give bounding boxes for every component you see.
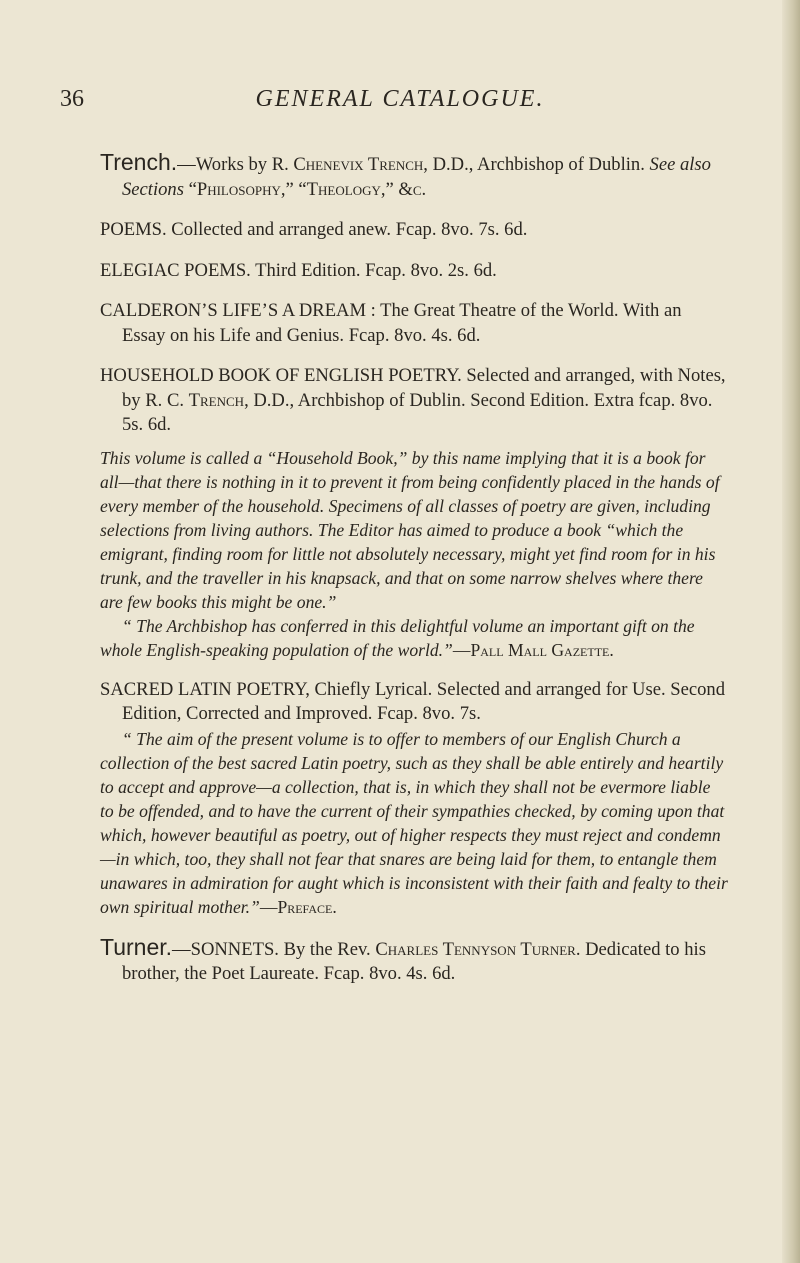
household-review <box>100 614 728 662</box>
trench-intro-prefix: —Works by R. <box>177 154 294 175</box>
household-editor: Trench <box>188 389 245 411</box>
page-number: 36 <box>60 86 84 112</box>
entry-calderon: CALDERON’S LIFE’S A DREAM : The Great Theatre of the World. With an Essay on his Life and Genius. Fcap. 8vo. 4s. 6d. <box>100 300 682 346</box>
household-description: This volume is called a “Household Book,” by this name implying that it is a book for all—that there is nothing in it to prevent it from being confidently placed in the hands of every member of the household. Specimens of all classes of poetry are given, including selections from living authors. The Editor has aimed to produce a book “which the emigrant, finding room for little not absolutely necessary, might yet find room for in his trunk, and the traveller in his knapsack, and that on some narrow shelves where there are few books this might be one.” <box>100 447 720 612</box>
sacred-preface-quote <box>100 727 728 919</box>
trench-intro-name: Chenevix Trench <box>293 154 424 175</box>
author-name-trench: Trench. <box>100 149 178 175</box>
turner-intro-prefix: —SONNETS. By the Rev. <box>172 938 376 960</box>
entry-sacred-latin-poetry: SACRED LATIN POETRY, Chiefly Lyrical. Selected and arranged for Use. Second Edition, Corrected and Improved. Fcap. 8vo. 7s. <box>100 678 726 724</box>
page-header <box>60 86 740 126</box>
household-rest: , D.D., Archbishop of Dublin. Second Edition. Extra fcap. 8vo. 5s. 6d. <box>122 389 713 435</box>
household-title: HOUSEHOLD BOOK OF ENGLISH POETRY. Selected and arranged, with Notes, by R. C. <box>100 365 726 411</box>
entry-household-book <box>100 364 728 438</box>
catalogue-content <box>100 150 728 987</box>
turner-entry <box>100 935 728 987</box>
trench-see-also: See also Sections <box>122 154 711 200</box>
sacred-quote-text: “ The aim of the present volume is to offer to members of our English Church a collection of the best sacred Latin poetry, such as they shall be able entirely and heartily to accept and approve—a collection, that is, in which they shall not be evermore liable to be offended, and to have the current of their sympathies checked, by coming upon that which, however beautiful as poetry, out of higher respects they must reject and condemn—in which, too, they shall not fear that snares are being laid for them, to entangle them unawares in admiration for aught which is inconsistent with their faith and fealty to their own spiritual mother.” <box>100 728 728 917</box>
running-title: GENERAL CATALOGUE. <box>255 86 545 112</box>
turner-intro-rest: . Dedicated to his brother, the Poet Laureate. Fcap. 8vo. 4s. 6d. <box>122 938 706 984</box>
sacred-quote-source: —Preface. <box>259 896 337 917</box>
trench-intro-rest: , D.D., Archbishop of Dublin. <box>423 154 650 175</box>
entry-elegiac-poems: ELEGIAC POEMS. Third Edition. Fcap. 8vo. 2s. 6d. <box>100 259 497 281</box>
page-edge <box>782 0 800 1263</box>
household-review-quote: “ The Archbishop has conferred in this delightful volume an important gift on the whole English-speaking population of the world.” <box>100 615 695 660</box>
author-name-turner: Turner. <box>100 933 173 960</box>
household-review-source: —Pall Mall Gazette. <box>452 639 614 660</box>
trench-entry-heading <box>100 150 728 202</box>
turner-intro-name: Charles Tennyson Turner <box>375 938 576 960</box>
entry-poems: POEMS. Collected and arranged anew. Fcap. 8vo. 7s. 6d. <box>100 219 528 240</box>
trench-see-sections: “Philosophy,” “Theology,” &c. <box>183 178 427 200</box>
